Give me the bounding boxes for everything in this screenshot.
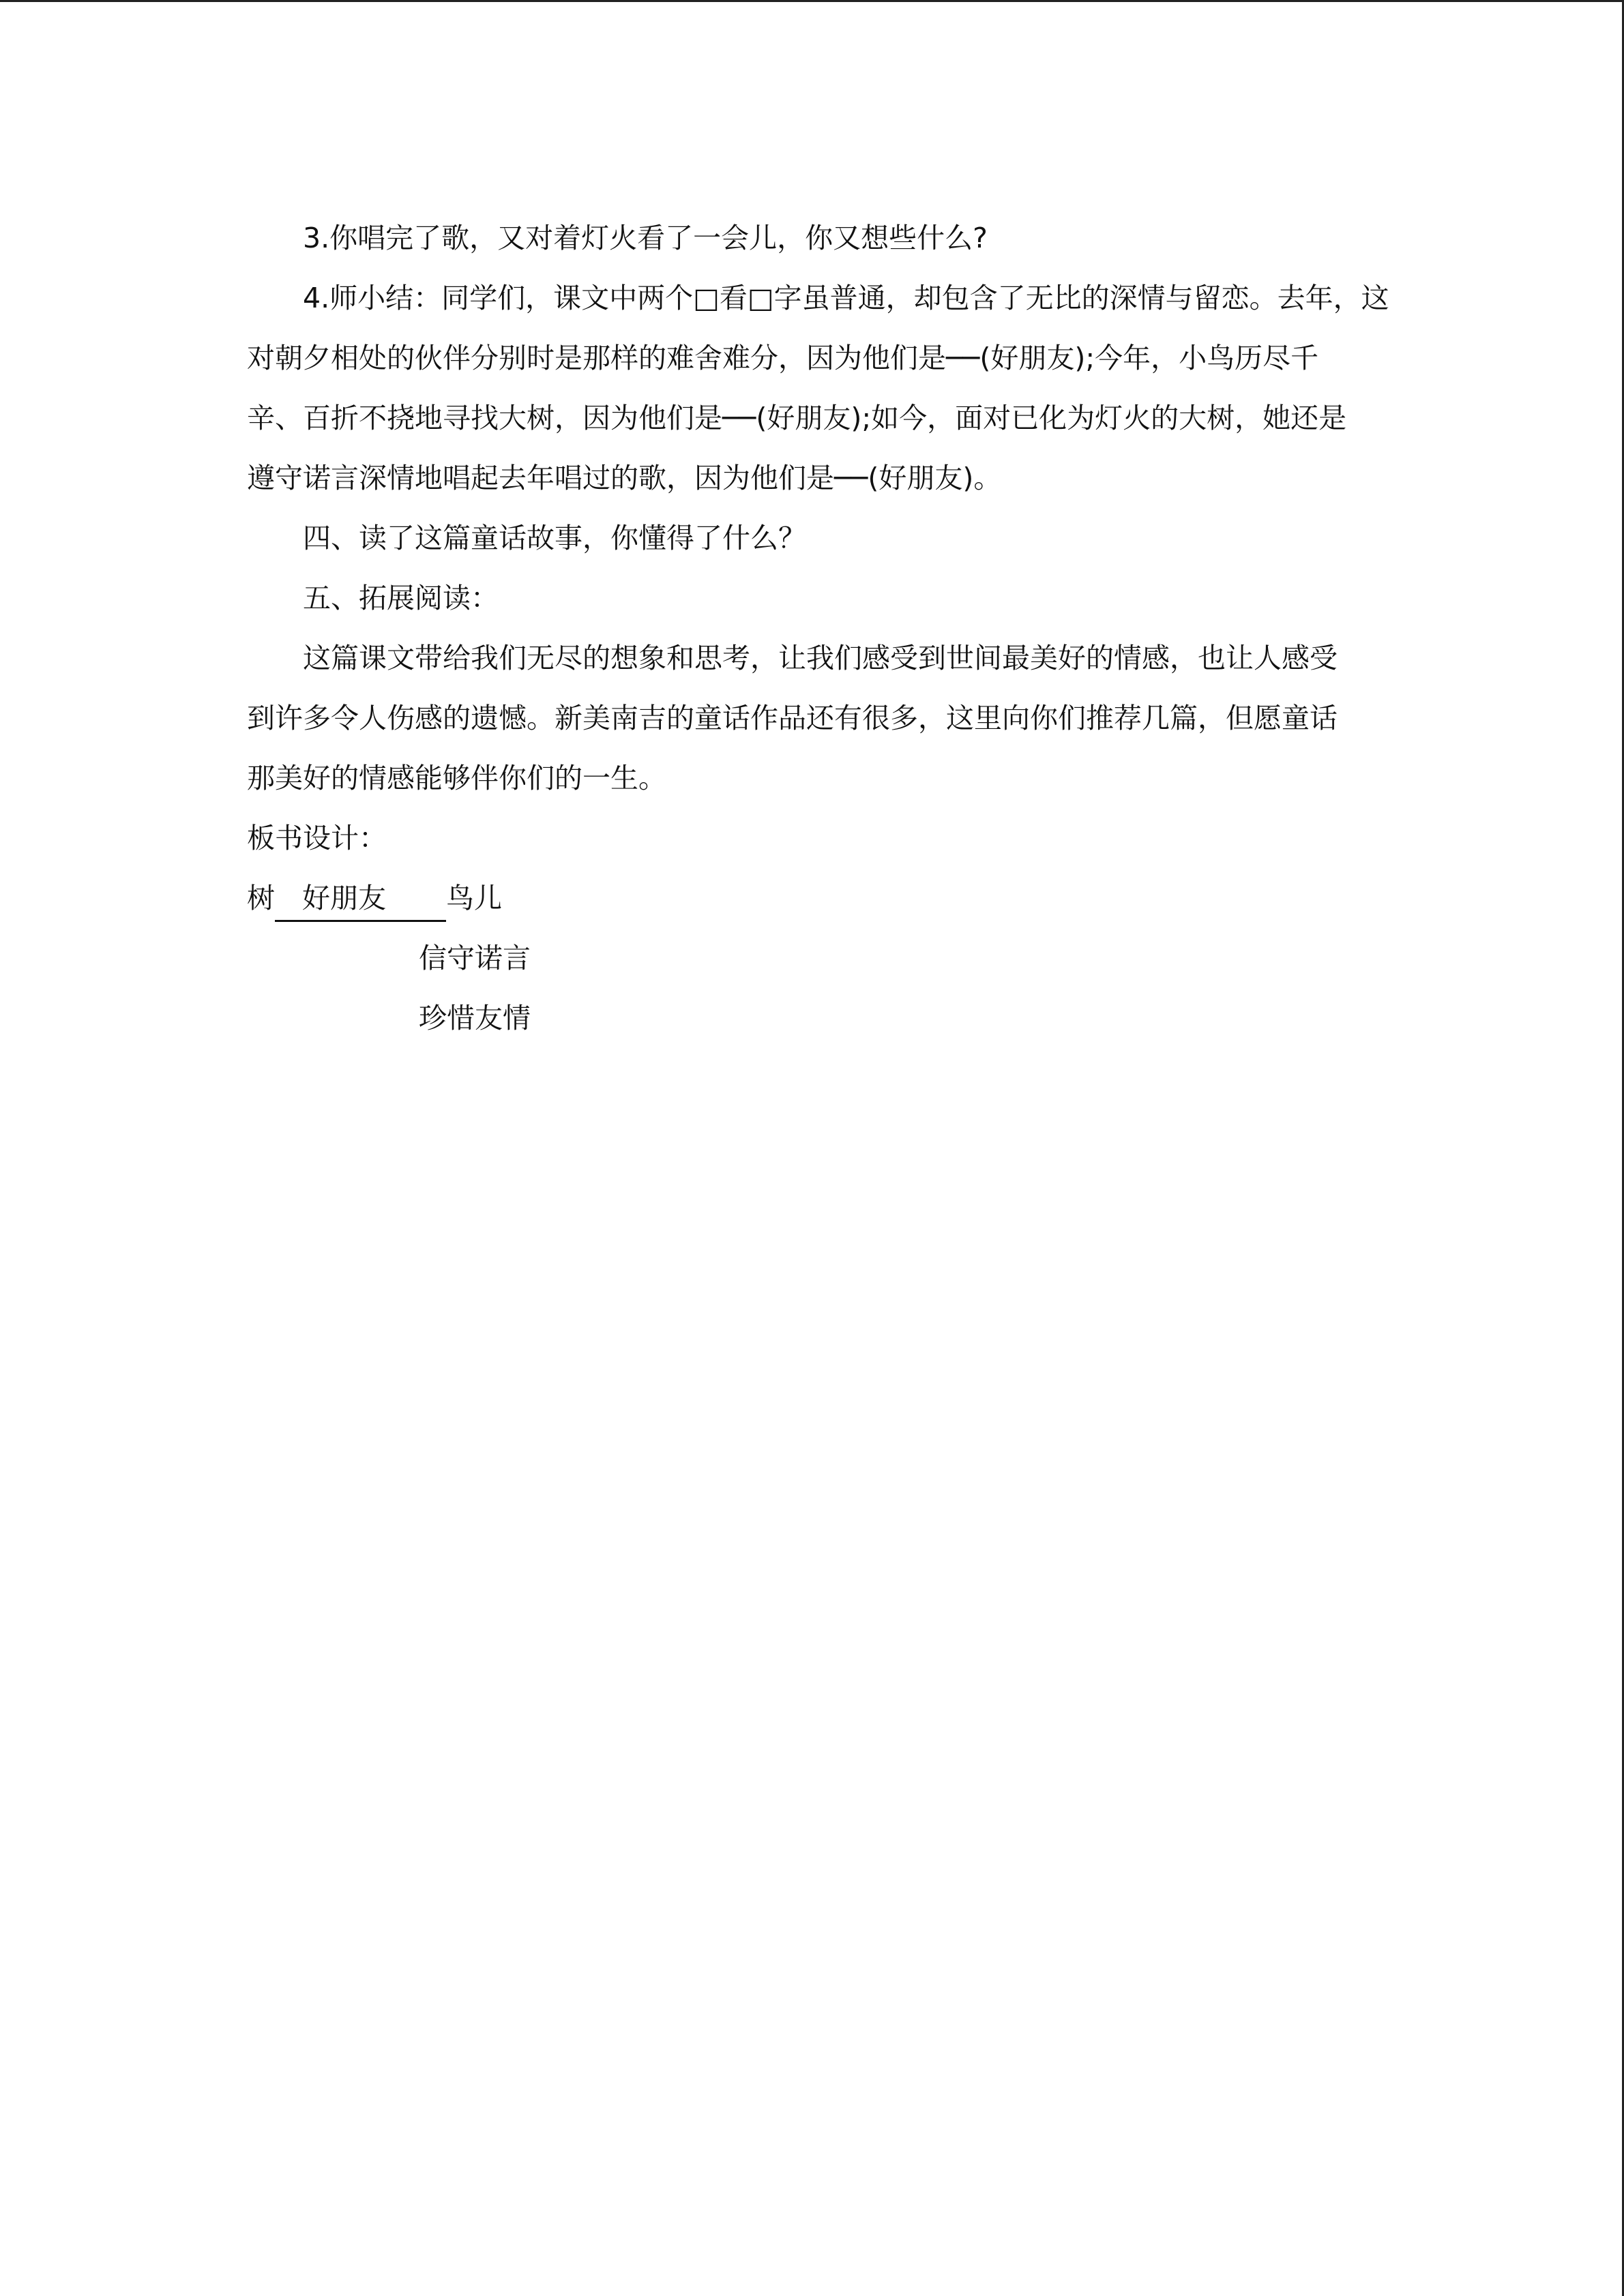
section-5-heading: 五、拓展阅读： — [303, 582, 499, 614]
board-tree-label: 树 — [247, 882, 275, 914]
board-bird-label: 鸟儿 — [446, 882, 502, 914]
section-4-heading: 四、读了这篇童话故事，你懂得了什么？ — [303, 522, 806, 554]
extended-reading-line-3: 那美好的情感能够伴你们的一生。 — [247, 762, 666, 794]
board-friend-label: 好朋友 — [302, 882, 386, 914]
teacher-summary-line-1: 4.师小结：同学们，课文中两个□看□字虽普通，却包含了无比的深情与留恋。去年，这 — [303, 282, 1389, 314]
board-design-main-row — [247, 868, 1379, 928]
teacher-summary-line-3: 辛、百折不挠地寻找大树，因为他们是──(好朋友);如今，面对已化为灯火的大树，她还是 — [247, 402, 1347, 434]
teacher-summary-line-2: 对朝夕相处的伙伴分别时是那样的难舍难分，因为他们是──(好朋友);今年，小鸟历尽千 — [247, 342, 1319, 374]
document-body — [247, 208, 1389, 1048]
page-top-edge — [0, 0, 1624, 2]
board-friend-link — [275, 878, 446, 922]
question-3: 3.你唱完了歌，又对着灯火看了一会儿，你又想些什么? — [303, 222, 988, 254]
extended-reading-line-1: 这篇课文带给我们无尽的想象和思考，让我们感受到世间最美好的情感，也让人感受 — [303, 642, 1338, 674]
teacher-summary-line-4: 遵守诺言深情地唱起去年唱过的歌，因为他们是──(好朋友)。 — [247, 462, 1002, 494]
board-design-heading: 板书设计： — [247, 822, 387, 854]
extended-reading-line-2: 到许多令人伤感的遗憾。新美南吉的童话作品还有很多，这里向你们推荐几篇，但愿童话 — [247, 702, 1338, 734]
board-cherish-friendship: 珍惜友情 — [419, 1002, 531, 1034]
board-keep-promise: 信守诺言 — [419, 942, 531, 974]
